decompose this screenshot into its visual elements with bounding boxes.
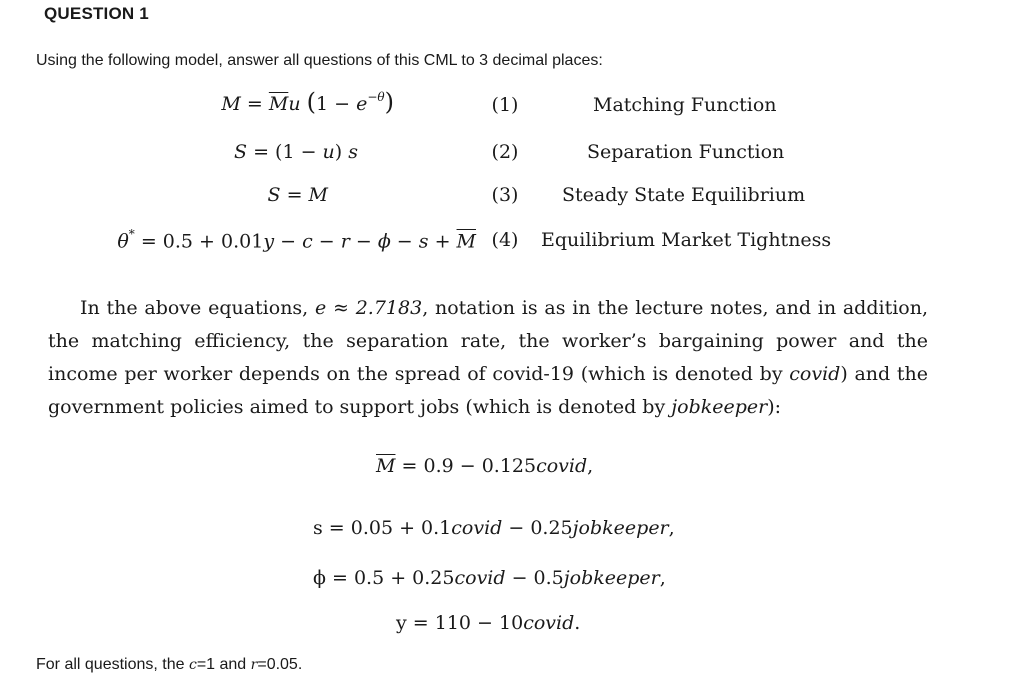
- equation-3-formula: S = M: [267, 184, 328, 206]
- equation-2-number: (2): [491, 141, 519, 163]
- question-heading: QUESTION 1: [44, 4, 149, 23]
- intro-text: Using the following model, answer all questions of this CML to 3 decimal places:: [36, 52, 603, 69]
- equation-1-label: Matching Function: [593, 94, 777, 116]
- equation-3-number: (3): [491, 184, 519, 206]
- equation-2-formula: S = (1 − u) s: [234, 141, 358, 163]
- equation-3-label: Steady State Equilibrium: [562, 184, 806, 206]
- definition-s: s = 0.05 + 0.1covid − 0.25jobkeeper,: [313, 517, 675, 539]
- equation-4-formula: $\theta^* = 0.5 + 0.01y - c - r - \phi - s + \overline{M}$: [117, 227, 476, 253]
- definition-mbar: $\overline{M} = 0.9$ − 0.125covid,: [376, 455, 594, 477]
- equation-1-formula: $M = \overline{M}u$ $(1 - e^{-\theta})$: [221, 88, 394, 116]
- footer-note: For all questions, the c=1 and r=0.05.: [36, 656, 303, 673]
- equation-4-number: (4): [491, 229, 519, 251]
- equation-1-number: (1): [491, 94, 519, 116]
- definition-y: y = 110 − 10covid.: [396, 612, 581, 634]
- equation-2-label: Separation Function: [587, 141, 785, 163]
- definition-phi: ϕ = 0.5 + 0.25covid − 0.5jobkeeper,: [313, 567, 666, 589]
- explanation-paragraph: In the above equations, e ≈ 2.7183, notation is as in the lecture notes, and in addition, the matching efficiency, the separation rate, the worker’s bargaining power and the income per worker depends on the spread of covid-19 (which is denoted by covid) and the government policies aimed to support jobs (which is denoted by jobkeeper):: [48, 297, 928, 418]
- equation-4-label: Equilibrium Market Tightness: [541, 229, 832, 251]
